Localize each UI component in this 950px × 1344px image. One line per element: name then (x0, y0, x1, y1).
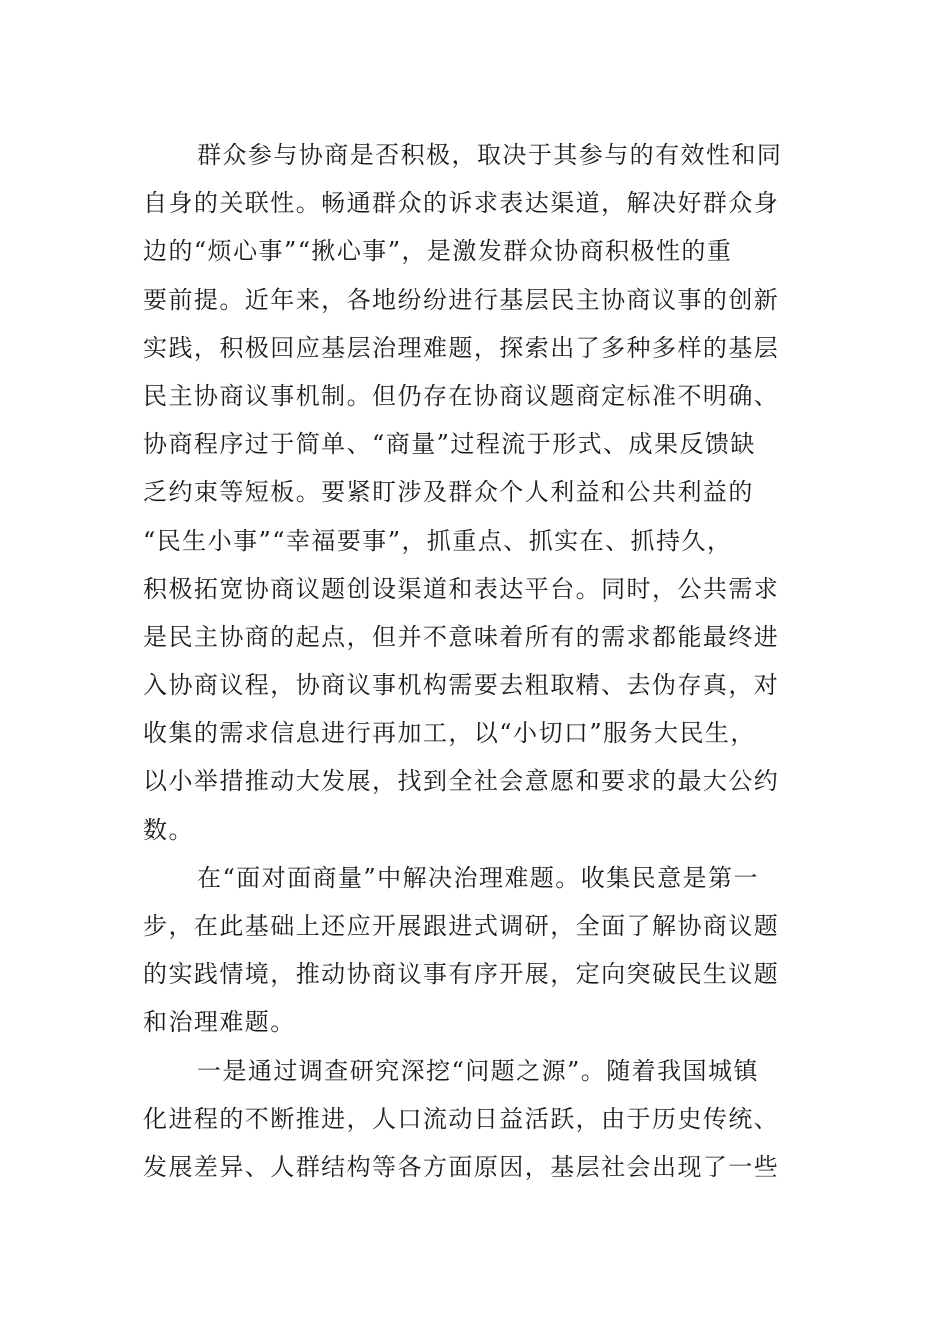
text-line: 的实践情境，推动协商议事有序开展，定向突破民生议题 (143, 960, 780, 989)
text-line: 入协商议程，协商议事机构需要去粗取精、去伪存真，对 (143, 671, 780, 700)
text-line: 边的“烦心事”“揪心事”，是激发群众协商积极性的重 (143, 237, 733, 266)
text-line: 实践，积极回应基层治理难题，探索出了多种多样的基层 (143, 333, 780, 362)
text-line: 在“面对面商量”中解决治理难题。收集民意是第一 (197, 863, 759, 892)
text-line: 积极拓宽协商议题创设渠道和表达平台。同时，公共需求 (143, 574, 780, 603)
paragraph (143, 1047, 813, 1192)
text-line: 群众参与协商是否积极，取决于其参与的有效性和同 (197, 141, 783, 169)
text-line: 化进程的不断推进，人口流动日益活跃，由于历史传统、 (143, 1104, 780, 1133)
text-line: 乏约束等短板。要紧盯涉及群众个人利益和公共利益的 (143, 478, 754, 507)
text-line: 民主协商议事机制。但仍存在协商议题商定标准不明确、 (143, 381, 780, 410)
text-line: 发展差异、人群结构等各方面原因，基层社会出现了一些 (143, 1152, 780, 1181)
paragraph (143, 854, 813, 1047)
text-line: 和治理难题。 (143, 1008, 296, 1037)
document-page (143, 131, 813, 1191)
text-line: 要前提。近年来，各地纷纷进行基层民主协商议事的创新 (143, 285, 780, 314)
text-line: 收集的需求信息进行再加工，以“小切口”服务大民生， (143, 719, 756, 748)
text-line: 步，在此基础上还应开展跟进式调研，全面了解协商议题 (143, 912, 780, 940)
paragraph (143, 131, 813, 854)
text-line: “民生小事”“幸福要事”，抓重点、抓实在、抓持久， (143, 526, 733, 555)
text-line: 数。 (143, 815, 194, 844)
text-line: 自身的关联性。畅通群众的诉求表达渠道，解决好群众身 (143, 189, 780, 218)
text-line: 是民主协商的起点，但并不意味着所有的需求都能最终进 (143, 622, 780, 651)
text-line: 以小举措推动大发展，找到全社会意愿和要求的最大公约 (143, 767, 780, 796)
text-line: 协商程序过于简单、“商量”过程流于形式、成果反馈缺 (143, 430, 756, 459)
text-line: 一是通过调查研究深挖“问题之源”。随着我国城镇 (197, 1056, 759, 1085)
